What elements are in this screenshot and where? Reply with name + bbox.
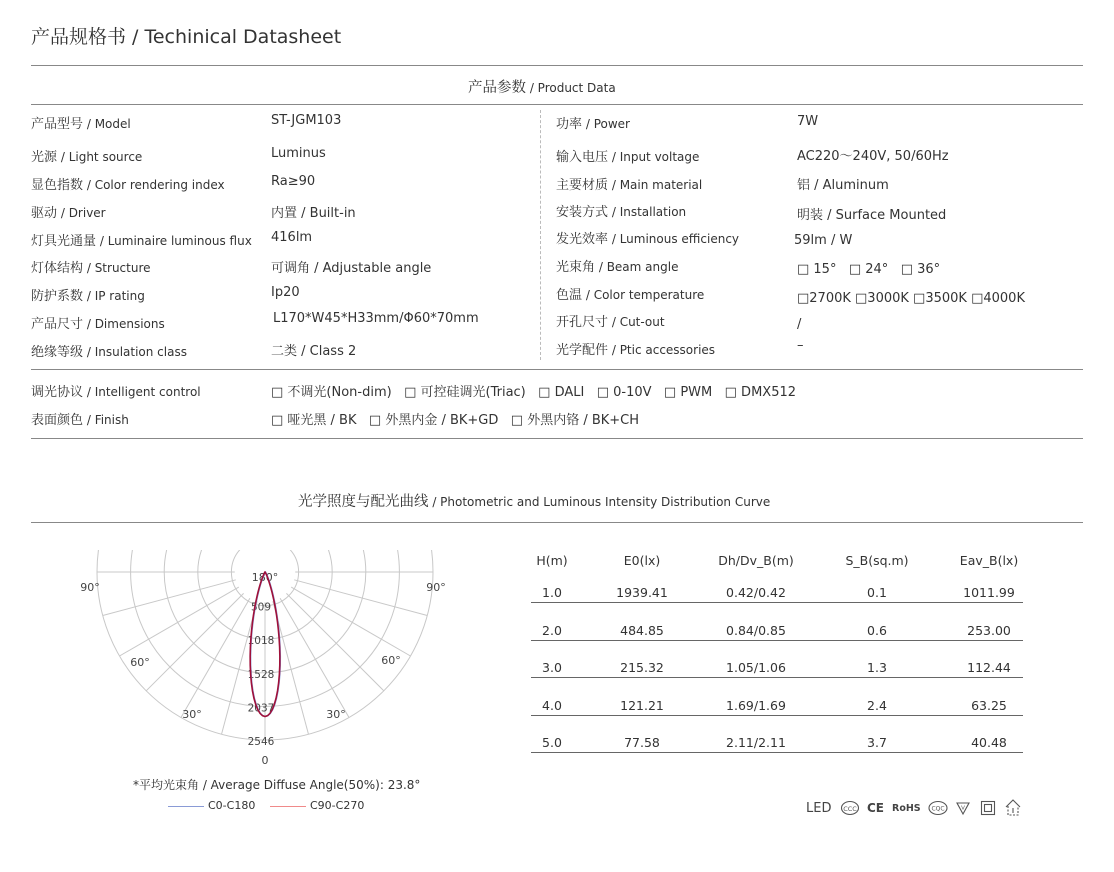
- table-row-line: [531, 640, 1023, 641]
- table-header: S_B(sq.m): [845, 553, 909, 568]
- finish-options[interactable]: □ 哑光黑 / BK □ 外黑内金 / BK+GD □ 外黑内铬 / BK+CH: [271, 413, 640, 428]
- table-cell: 2.0: [542, 622, 562, 638]
- param-value: Ra≥90: [271, 174, 316, 189]
- param-value: /: [797, 317, 802, 332]
- param-label: 灯体结构 / Structure: [31, 261, 151, 276]
- param-label: 产品型号 / Model: [31, 117, 131, 132]
- table-header: Dh/Dv_B(m): [718, 553, 794, 568]
- param-value: 二类 / Class 2: [271, 344, 357, 359]
- legend-c0-label: C0-C180: [208, 799, 256, 812]
- param-label: 安装方式 / Installation: [556, 205, 687, 220]
- table-cell: 40.48: [971, 735, 1007, 750]
- double-square-icon: [980, 800, 996, 816]
- polar-spoke: [120, 587, 239, 656]
- angle-label-left-30: 30°: [182, 708, 202, 721]
- table-header: H(m): [536, 553, 568, 568]
- color-temperature-options[interactable]: □2700K □3000K □3500K □4000K: [797, 291, 1025, 306]
- table-cell: 0.6: [867, 622, 887, 638]
- divider: [31, 522, 1083, 523]
- polar-spoke: [294, 580, 427, 616]
- table-cell: 3.7: [867, 735, 887, 750]
- ring-value-label: 2546: [247, 736, 275, 748]
- param-value: –: [797, 338, 804, 353]
- table-cell: 1.3: [867, 660, 887, 675]
- angle-label-left-90: 90°: [80, 581, 100, 594]
- divider: [31, 65, 1083, 66]
- table-header: E0(lx): [623, 553, 661, 568]
- table-cell: 2.11/2.11: [726, 735, 786, 750]
- table-cell: 0.42/0.42: [726, 585, 786, 600]
- rohs-mark: RoHS: [892, 803, 921, 814]
- product-data-title-en: / Product Data: [526, 81, 616, 95]
- param-label: 主要材质 / Main material: [556, 178, 703, 193]
- page-title: 产品规格书 / Techinical Datasheet: [31, 26, 342, 48]
- param-value: AC220～240V, 50/60Hz: [797, 149, 949, 164]
- polar-spoke: [286, 593, 383, 690]
- table-cell: 63.25: [971, 697, 1007, 713]
- param-value: L170*W45*H33mm/Φ60*70mm: [273, 311, 479, 326]
- param-label: 防护系数 / IP rating: [31, 289, 145, 304]
- angle-label-180: 180°: [251, 571, 279, 584]
- table-cell: 77.58: [624, 735, 660, 750]
- table-cell: 121.21: [620, 697, 664, 713]
- divider: [31, 369, 1083, 370]
- table-cell: 215.32: [620, 660, 664, 675]
- param-value: 内置 / Built-in: [271, 206, 356, 221]
- legend-swatch-c0: [168, 806, 204, 807]
- house-mount-icon: [1003, 798, 1023, 817]
- table-row-line: [531, 715, 1023, 716]
- param-value: 7W: [797, 114, 819, 129]
- product-data-title-cn: 产品参数: [468, 80, 526, 96]
- ring-value-label: 2037: [247, 702, 275, 715]
- table-row-line: [531, 752, 1023, 753]
- table-cell: 5.0: [542, 735, 562, 750]
- table-cell: 0.1: [867, 585, 887, 600]
- param-value: ST-JGM103: [271, 113, 342, 128]
- average-diffuse-angle-note: *平均光束角 / Average Diffuse Angle(50%): 23.8°: [133, 778, 421, 792]
- table-cell: 1.0: [542, 585, 562, 600]
- param-value: 可调角 / Adjustable angle: [271, 261, 432, 276]
- table-cell: 112.44: [967, 660, 1011, 675]
- param-value: Luminus: [271, 146, 326, 161]
- table-cell: 1939.41: [616, 585, 668, 600]
- table-cell: 484.85: [620, 622, 664, 638]
- param-label: 色温 / Color temperature: [556, 288, 705, 303]
- param-label: 发光效率 / Luminous efficiency: [556, 232, 740, 247]
- table-cell: 1.05/1.06: [726, 660, 786, 675]
- ring-value-label: 1018: [247, 635, 275, 648]
- cqc-icon: [927, 800, 949, 816]
- polar-spoke: [181, 598, 250, 717]
- table-cell: 1.69/1.69: [726, 697, 786, 713]
- table-cell: 0.84/0.85: [726, 622, 786, 638]
- param-label: 光束角 / Beam angle: [556, 260, 679, 275]
- param-label: 开孔尺寸 / Cut-out: [556, 315, 665, 330]
- ce-mark: CE: [867, 801, 885, 815]
- param-label: 输入电压 / Input voltage: [556, 150, 700, 165]
- product-data-title: [468, 76, 616, 97]
- table-header: Eav_B(lx): [959, 553, 1019, 568]
- param-value: 416lm: [271, 230, 313, 245]
- svg-text:CQC: CQC: [931, 805, 945, 813]
- divider: [31, 438, 1083, 439]
- intelligent-control-options[interactable]: □ 不调光(Non-dim) □ 可控硅调光(Triac) □ DALI □ 0-10V □ PWM □ DMX512: [271, 385, 797, 400]
- triangle-v-icon: [955, 800, 971, 816]
- polar-spoke: [291, 587, 410, 656]
- param-label: 光学配件 / Ptic accessories: [556, 343, 716, 358]
- angle-label-right-90: 90°: [426, 581, 446, 594]
- angle-label-0: 0: [261, 754, 269, 767]
- ccc-icon: [840, 800, 860, 816]
- column-divider: [540, 110, 541, 360]
- param-label: 驱动 / Driver: [31, 206, 106, 221]
- table-cell: 1011.99: [963, 585, 1015, 600]
- table-cell: 253.00: [967, 622, 1011, 638]
- param-label: 显色指数 / Color rendering index: [31, 178, 225, 193]
- param-label: 光源 / Light source: [31, 150, 143, 165]
- intelligent-control-label: 调光协议 / Intelligent control: [31, 385, 201, 400]
- param-value: 明装 / Surface Mounted: [797, 208, 947, 223]
- table-row-line: [531, 677, 1023, 678]
- led-mark: LED: [806, 801, 832, 816]
- legend-swatch-c90: [270, 806, 306, 807]
- param-label: 灯具光通量 / Luminaire luminous flux: [31, 234, 252, 249]
- table-cell: 4.0: [542, 697, 562, 713]
- polar-spoke: [103, 580, 236, 616]
- svg-text:CCC: CCC: [843, 805, 857, 813]
- finish-label: 表面颜色 / Finish: [31, 413, 129, 428]
- param-label: 绝缘等级 / Insulation class: [31, 345, 187, 360]
- photometric-title: 光学照度与配光曲线 / Photometric and Luminous Intensity Distribution Curve: [298, 494, 771, 510]
- angle-label-left-60: 60°: [130, 656, 150, 669]
- angle-label-right-30: 30°: [326, 708, 346, 721]
- param-label: 功率 / Power: [556, 117, 630, 132]
- param-value: 59lm / W: [794, 233, 853, 248]
- table-cell: 3.0: [542, 660, 562, 675]
- table-row-line: [531, 602, 1023, 603]
- divider: [31, 104, 1083, 105]
- param-value: 铝 / Aluminum: [797, 178, 889, 193]
- ring-value-label: 509: [250, 601, 272, 614]
- polar-spoke: [280, 598, 349, 717]
- beam-angle-options[interactable]: □ 15° □ 24° □ 36°: [797, 262, 941, 277]
- angle-label-right-60: 60°: [381, 654, 401, 667]
- param-label: 产品尺寸 / Dimensions: [31, 317, 165, 332]
- polar-spoke: [146, 593, 243, 690]
- legend-c90-label: C90-C270: [310, 799, 365, 812]
- table-cell: 2.4: [867, 697, 887, 713]
- ring-value-label: 1528: [247, 668, 275, 681]
- param-value: Ip20: [271, 285, 300, 300]
- polar-intensity-chart: [60, 540, 480, 780]
- svg-text:V: V: [961, 805, 965, 812]
